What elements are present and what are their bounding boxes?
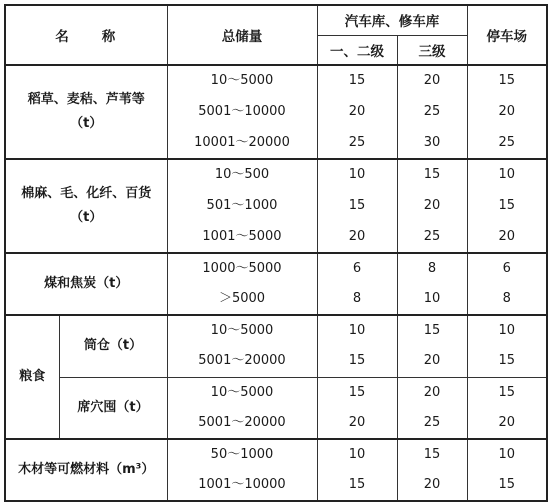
distance-value: 20 <box>348 103 366 119</box>
grade-1-2-cell <box>317 65 397 159</box>
range-value: 1000～5000 <box>202 261 282 276</box>
header-name <box>5 5 167 65</box>
category-cotton-line1: 棉麻、毛、化纤、百货 <box>21 186 152 201</box>
distance-value: 10 <box>348 323 366 339</box>
distance-value: 8 <box>352 291 362 306</box>
distance-value: 10 <box>423 291 441 306</box>
grade-1-2-cell <box>317 253 397 315</box>
grade-1-2-cell <box>317 439 397 501</box>
range-cell <box>167 315 317 377</box>
distance-value: 15 <box>348 197 366 213</box>
range-value: 10～500 <box>214 167 270 183</box>
category-coal-line1: 煤和焦炭（t） <box>44 276 129 291</box>
range-cell <box>167 65 317 159</box>
header-garage-group: 汽车库、修车库 <box>317 5 467 35</box>
subcategory-silo <box>59 315 167 377</box>
range-value: 5001～10000 <box>198 103 286 119</box>
category-grain-line1: 粮食 <box>19 369 46 384</box>
distance-value: 15 <box>348 477 366 492</box>
distance-value: 20 <box>423 353 441 369</box>
range-cell <box>167 253 317 315</box>
range-cell <box>167 159 317 253</box>
distance-value: 10 <box>498 167 516 183</box>
range-value: 5001～20000 <box>198 414 286 430</box>
parking-cell <box>467 65 547 159</box>
distance-value: 20 <box>498 228 516 244</box>
category-cotton-line2: （t） <box>70 210 103 225</box>
distance-value: 8 <box>502 291 511 306</box>
table-row-group-coal <box>5 253 547 315</box>
distance-value: 15 <box>498 353 516 369</box>
distance-value: 25 <box>423 103 441 119</box>
distance-value: 20 <box>423 73 441 89</box>
table-row-group-straw <box>5 65 547 159</box>
category-straw <box>5 65 167 159</box>
distance-value: 6 <box>502 261 511 276</box>
subcategory-mat-storage <box>59 377 167 439</box>
distance-value: 15 <box>348 384 366 400</box>
distance-value: 10 <box>348 447 366 462</box>
distance-value: 10 <box>348 167 366 183</box>
parking-cell <box>467 253 547 315</box>
table-row-group-grain-mat <box>5 377 547 439</box>
distance-value: 25 <box>423 414 441 430</box>
distance-value: 25 <box>348 134 366 150</box>
header-grade-1-2: 一、二级 <box>317 35 397 65</box>
range-value: ＞5000 <box>218 291 266 306</box>
distance-value: 15 <box>498 477 516 492</box>
category-wood-line1: 木材等可燃材料（m³） <box>18 462 155 477</box>
header-parking-lot: 停车场 <box>467 5 547 65</box>
range-value: 10～5000 <box>210 384 274 400</box>
distance-value: 10 <box>498 323 516 339</box>
range-cell <box>167 439 317 501</box>
distance-value: 15 <box>348 73 366 89</box>
parking-cell <box>467 377 547 439</box>
parking-cell <box>467 159 547 253</box>
header-name-text: 名 称 <box>55 29 118 45</box>
grade-1-2-cell <box>317 315 397 377</box>
distance-value: 25 <box>498 134 516 150</box>
distance-value: 15 <box>423 167 441 183</box>
table-row-group-wood <box>5 439 547 501</box>
range-value: 10～5000 <box>210 73 274 89</box>
distance-value: 6 <box>352 261 362 276</box>
distance-value: 20 <box>348 228 366 244</box>
distance-value: 20 <box>423 384 441 400</box>
header-grade-3: 三级 <box>397 35 467 65</box>
table-row-group-grain-silo <box>5 315 547 377</box>
header-row-1 <box>5 5 547 35</box>
distance-value: 20 <box>498 103 516 119</box>
grade-1-2-cell <box>317 159 397 253</box>
parking-cell <box>467 439 547 501</box>
distance-value: 8 <box>427 261 437 276</box>
distance-value: 15 <box>423 447 441 462</box>
range-value: 5001～20000 <box>198 353 286 369</box>
category-straw-line2: （t） <box>70 116 103 131</box>
grade-3-cell <box>397 253 467 315</box>
grade-3-cell <box>397 65 467 159</box>
category-cotton <box>5 159 167 253</box>
parking-cell <box>467 315 547 377</box>
distance-value: 15 <box>498 73 516 89</box>
header-total-storage: 总储量 <box>167 5 317 65</box>
distance-value: 20 <box>423 477 441 492</box>
distance-value: 30 <box>423 134 441 150</box>
distance-value: 20 <box>423 197 441 213</box>
category-straw-line1: 稻草、麦秸、芦苇等 <box>27 92 145 107</box>
range-value: 50～1000 <box>210 447 274 462</box>
category-grain <box>5 315 59 439</box>
range-cell <box>167 377 317 439</box>
grade-3-cell <box>397 439 467 501</box>
range-value: 1001～10000 <box>198 477 286 492</box>
distance-value: 15 <box>498 197 516 213</box>
storage-distance-table <box>4 4 548 502</box>
grade-1-2-cell <box>317 377 397 439</box>
distance-value: 20 <box>348 414 366 430</box>
range-value: 10001～20000 <box>194 134 290 150</box>
distance-value: 25 <box>423 228 441 244</box>
grade-3-cell <box>397 159 467 253</box>
distance-value: 20 <box>498 414 516 430</box>
category-wood <box>5 439 167 501</box>
distance-value: 15 <box>348 353 366 369</box>
distance-value: 15 <box>498 384 516 400</box>
range-value: 501～1000 <box>206 197 278 213</box>
range-value: 1001～5000 <box>202 228 282 244</box>
grade-3-cell <box>397 377 467 439</box>
category-coal <box>5 253 167 315</box>
range-value: 10～5000 <box>210 323 274 339</box>
table-row-group-cotton <box>5 159 547 253</box>
subcategory-silo-label: 筒仓（t） <box>83 338 143 354</box>
distance-value: 10 <box>498 447 516 462</box>
distance-value: 15 <box>423 323 441 339</box>
subcategory-mat-storage-label: 席穴囤（t） <box>77 399 149 415</box>
grade-3-cell <box>397 315 467 377</box>
